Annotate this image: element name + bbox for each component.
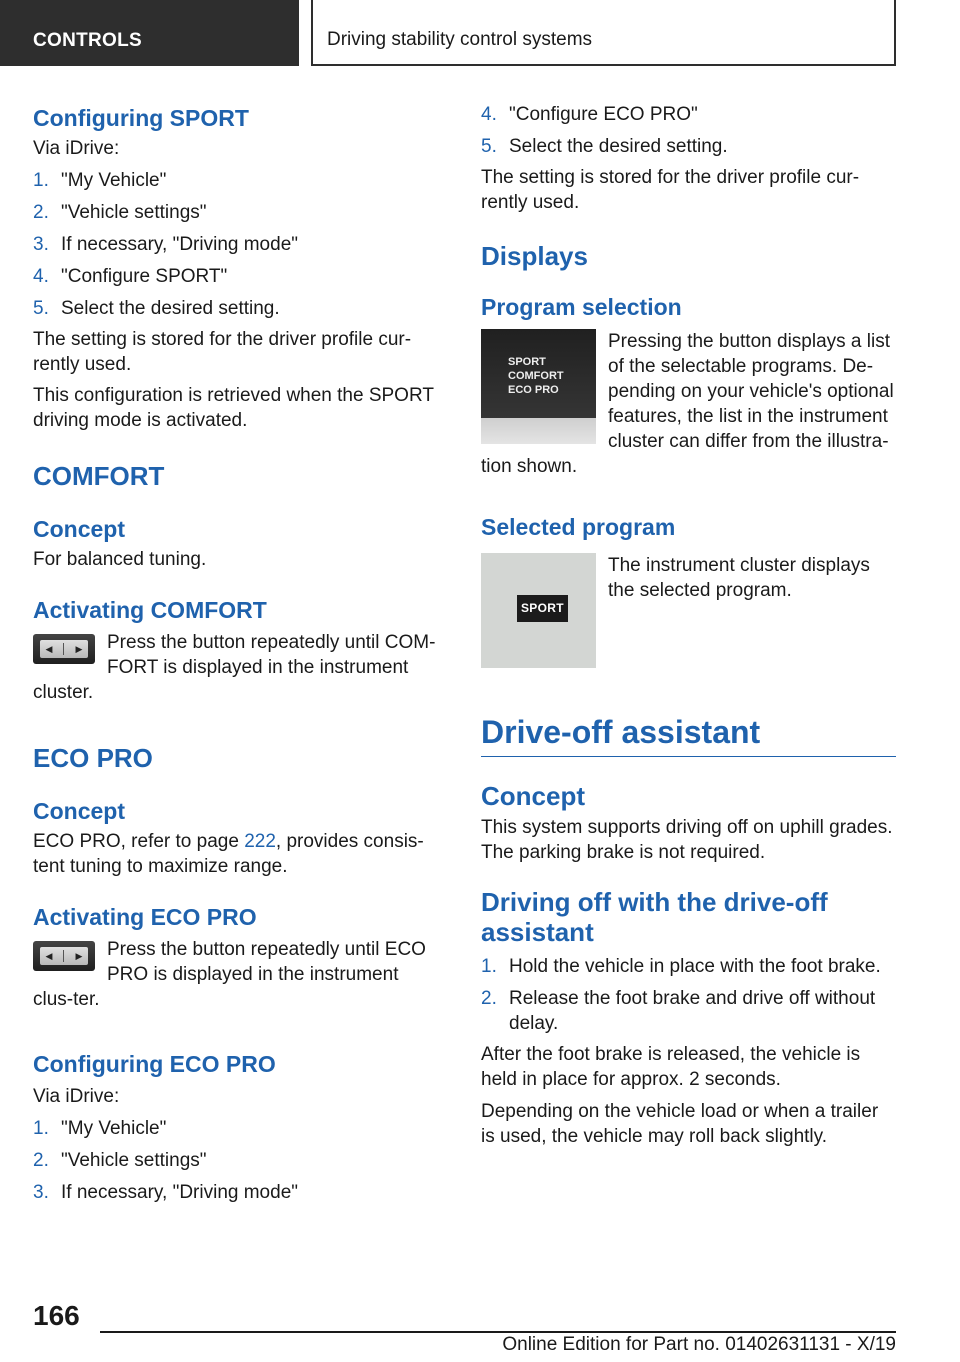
section-tab: CONTROLS [0, 0, 299, 66]
heading-displays: Displays [481, 241, 588, 271]
list-item: 4. "Configure ECO PRO" [481, 104, 698, 125]
list-item: 4. "Configure SPORT" [33, 266, 228, 287]
left-column [33, 100, 443, 1205]
heading-comfort: COMFORT [33, 461, 165, 491]
via-idrive-text: Via iDrive: [33, 138, 120, 159]
list-item: 3. If necessary, "Driving mode" [33, 234, 298, 255]
heading-activating-eco-pro: Activating ECO PRO [33, 904, 257, 930]
heading-program-selection: Program selection [481, 294, 682, 320]
activating-comfort-block [33, 630, 443, 705]
activating-eco-pro-text: Press the button repeatedly until ECO PRO is displayed in the instrument clus-ter. [33, 939, 426, 1010]
chapter-title: Driving stability control systems [311, 0, 896, 66]
program-list-cluster-image [481, 329, 596, 444]
eco-pro-concept-text: ECO PRO, refer to page 222, provides consis-tent tuning to maximize range. [33, 831, 424, 877]
list-item: 1. "My Vehicle" [33, 170, 167, 191]
page-number: 166 [33, 1300, 80, 1331]
program-selection-block [481, 329, 896, 479]
heading-selected-program: Selected program [481, 514, 676, 540]
eco-stored-text: The setting is stored for the driver profile cur-rently used. [481, 167, 860, 213]
drive-off-roll-back-text: Depending on the vehicle load or when a trailer is used, the vehicle may roll back slightly. [481, 1101, 879, 1147]
list-item: 5. Select the desired setting. [33, 298, 280, 319]
list-item: 2. Release the foot brake and drive off without delay. [481, 988, 876, 1034]
list-item: 5. Select the desired setting. [481, 136, 728, 157]
cluster-item: SPORT [508, 356, 546, 368]
heading-eco-pro: ECO PRO [33, 743, 153, 773]
drive-off-concept-text: This system supports driving off on uphill grades. The parking brake is not required. [481, 817, 893, 863]
activating-eco-pro-block [33, 937, 443, 1012]
heading-driving-off: Driving off with the drive-off assistant [481, 887, 828, 947]
eco-via-idrive-text: Via iDrive: [33, 1086, 120, 1107]
heading-drive-off-assistant: Drive-off assistant [481, 712, 896, 757]
heading-comfort-concept: Concept [33, 516, 125, 542]
list-item: 2. "Vehicle settings" [33, 202, 207, 223]
heading-configuring-sport: Configuring SPORT [33, 105, 249, 131]
page-link[interactable]: 222 [244, 831, 276, 852]
drive-off-held-text: After the foot brake is released, the vehicle is held in place for approx. 2 seconds. [481, 1044, 861, 1090]
program-selection-text: Pressing the button displays a list of the selectable programs. De-pending on your vehicle's optional features, the list in the instrument cluster can differ from the illustra-tion shown. [481, 331, 894, 477]
eco-steps-list [33, 1116, 443, 1205]
sport-steps-list [33, 168, 443, 321]
edition-text: Online Edition for Part no. 01402631131 - X/19 [502, 1334, 896, 1355]
selected-program-text: The instrument cluster displays the selected program. [608, 555, 870, 601]
eco-steps-continued [481, 102, 896, 159]
drive-off-steps-list [481, 954, 896, 1036]
driving-mode-button-icon: ◀ ▶ [33, 634, 95, 664]
sport-retrieved-text: This configuration is retrieved when the SPORT driving mode is activated. [33, 385, 434, 431]
heading-configuring-eco-pro: Configuring ECO PRO [33, 1051, 276, 1077]
driving-mode-button-icon: ◀ ▶ [33, 941, 95, 971]
right-column [481, 100, 896, 1149]
list-item: 1. Hold the vehicle in place with the foot brake. [481, 956, 881, 977]
activating-comfort-text: Press the button repeatedly until COM-FORT is displayed in the instrument cluster. [33, 632, 436, 703]
list-item: 1. "My Vehicle" [33, 1118, 167, 1139]
sport-stored-text: The setting is stored for the driver profile cur-rently used. [33, 329, 412, 375]
sport-badge: SPORT [517, 595, 568, 622]
heading-activating-comfort: Activating COMFORT [33, 597, 267, 623]
heading-eco-pro-concept: Concept [33, 798, 125, 824]
cluster-item: ECO PRO [508, 384, 559, 396]
comfort-concept-text: For balanced tuning. [33, 549, 207, 570]
list-item: 2. "Vehicle settings" [33, 1150, 207, 1171]
cluster-item: COMFORT [508, 370, 564, 382]
heading-drive-off-concept: Concept [481, 781, 585, 811]
list-item: 3. If necessary, "Driving mode" [33, 1182, 298, 1203]
footer-divider [100, 1331, 896, 1333]
selected-program-block [481, 553, 896, 672]
selected-program-cluster-image [481, 553, 596, 668]
